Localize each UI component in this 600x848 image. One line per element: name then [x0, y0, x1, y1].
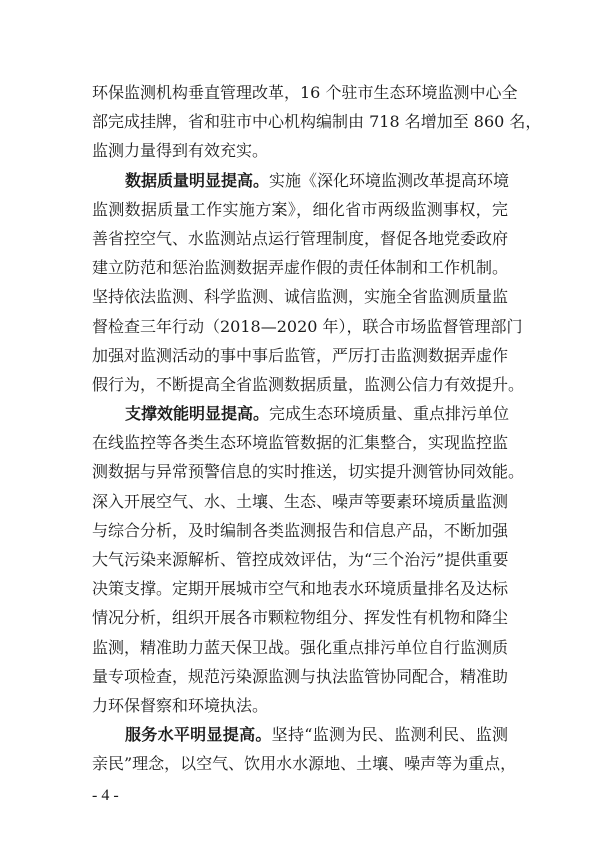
text-line: 建立防范和惩治监测数据弄虚作假的责任体制和工作机制。: [92, 258, 509, 278]
document-body: [92, 78, 542, 779]
text-line: 力环保督察和环境执法。: [92, 695, 269, 715]
text-line: 部完成挂牌，省和驻市中心机构编制由 718 名增加至 860 名，: [92, 112, 542, 132]
text-line: 监测力量得到有效充实。: [92, 141, 269, 161]
paragraph: [92, 78, 542, 166]
paragraph-heading: 支撑效能明显提高。: [125, 404, 270, 424]
text-line: 加强对监测活动的事中事后监管，严厉打击监测数据弄虚作: [92, 345, 509, 365]
text-line: 与综合分析，及时编制各类监测报告和信息产品，不断加强: [92, 520, 509, 540]
text-line: 监测，精准助力蓝天保卫战。强化重点排污单位自行监测质: [92, 637, 509, 657]
text-line: 测数据与异常预警信息的实时推送，切实提升测管协同效能。: [92, 462, 525, 482]
text-line: 坚持依法监测、科学监测、诚信监测，实施全省监测质量监: [92, 287, 509, 307]
text-line: 督检查三年行动（2018—2020 年），联合市场监督管理部门: [92, 316, 523, 336]
text-span: 实施《深化环境监测改革提高环境: [269, 170, 510, 190]
paragraph-heading: 服务水平明显提高。: [125, 725, 272, 745]
text-line: 假行为，不断提高全省监测数据质量，监测公信力有效提升。: [92, 374, 525, 394]
text-line: 善省控空气、水监测站点运行管理制度，督促各地党委政府: [92, 228, 509, 248]
paragraph-heading: 数据质量明显提高。: [125, 170, 270, 190]
text-line: [92, 720, 508, 749]
text-line: 情况分析，组织开展各市颗粒物组分、挥发性有机物和降尘: [92, 608, 509, 628]
text-line: 量专项检查，规范污染源监测与执法监管协同配合，精准助: [92, 666, 509, 686]
paragraph: [92, 166, 525, 400]
text-line: 亲民”理念，以空气、饮用水水源地、土壤、噪声等为重点，: [92, 754, 517, 774]
text-line: [92, 399, 508, 428]
page-number: - 4 -: [92, 787, 119, 804]
text-line: [92, 166, 508, 195]
text-line: 监测数据质量工作实施方案》，细化省市两级监测事权，完: [92, 199, 508, 219]
text-line: 大气污染来源解析、管控成效评估，为“三个治污”提供重要: [92, 550, 509, 569]
text-line: 决策支撑。定期开展城市空气和地表水环境质量排名及达标: [92, 579, 509, 599]
text-span: 完成生态环境质量、重点排污单位: [269, 404, 510, 424]
paragraph: [92, 399, 525, 720]
text-line: 深入开展空气、水、土壤、生态、噪声等要素环境质量监测: [92, 491, 509, 511]
paragraph: [92, 720, 517, 778]
text-span: 坚持“监测为民、监测利民、监测: [271, 725, 508, 745]
text-line: 环保监测机构垂直管理改革，16 个驻市生态环境监测中心全: [92, 83, 518, 102]
text-line: 在线监控等各类生态环境监管数据的汇集整合，实现监控监: [92, 433, 509, 453]
